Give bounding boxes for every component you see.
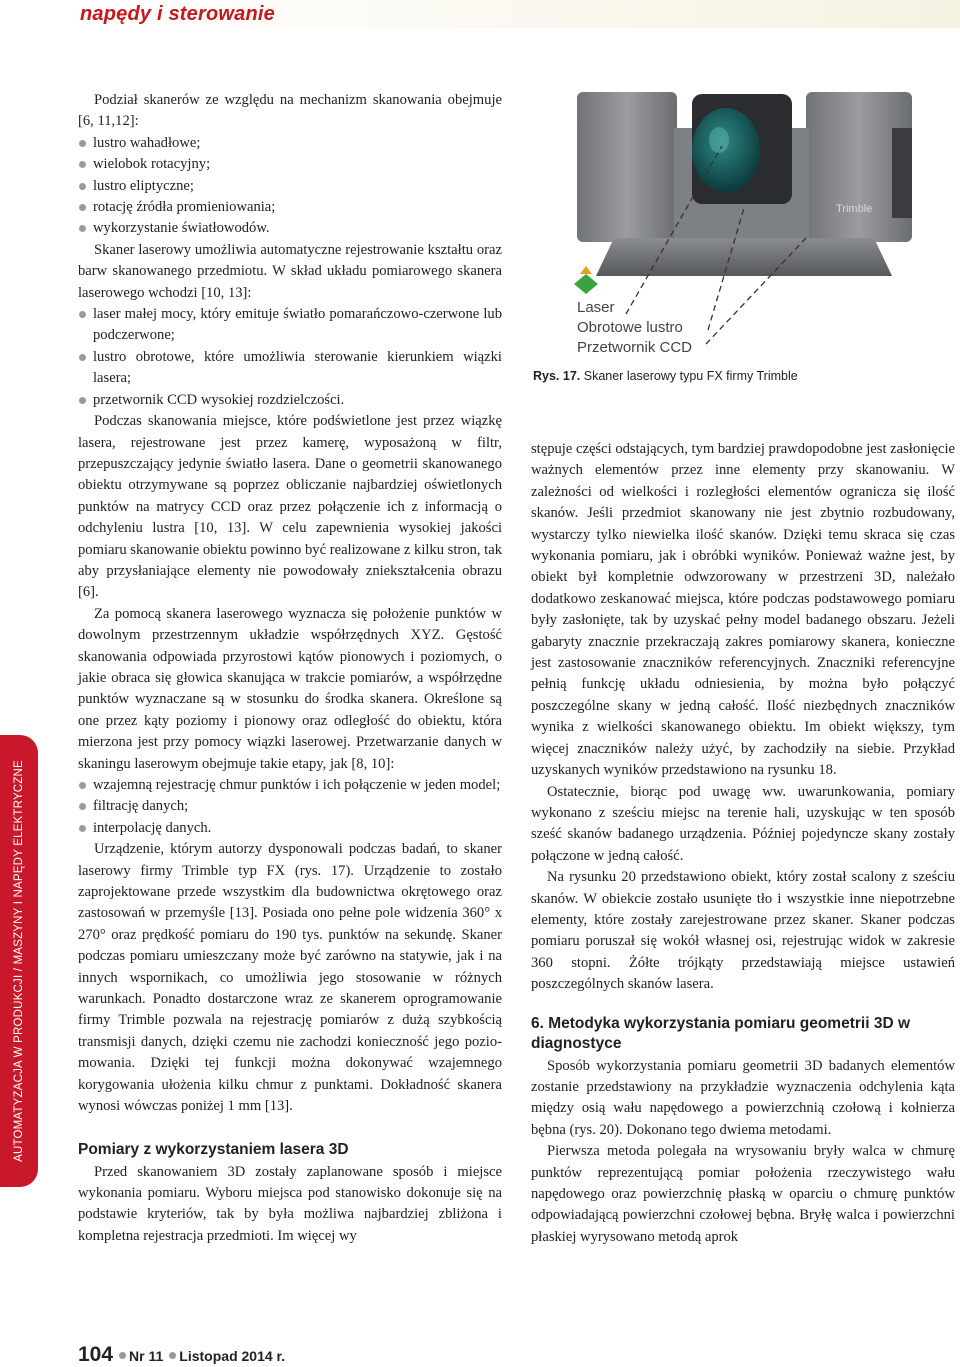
figure-caption [533, 369, 798, 383]
list-scanner-components [78, 304, 502, 411]
section-heading-pomiary: Pomiary z wykorzystaniem lasera 3D [78, 1140, 349, 1158]
caption-number: Rys. 17. [533, 369, 581, 383]
category-sidebar-text: AUTOMATYZACJA W PRODUKCJI / MASZYNY I NAPĘDY ELEKTRYCZNE [13, 760, 25, 1162]
list-item: wykorzystanie światłowodów. [78, 218, 502, 239]
figure-label-ccd: Przetwornik CCD [577, 339, 693, 356]
right-column [531, 439, 955, 1248]
figure-label-mirror: Obrotowe lustro [577, 319, 683, 336]
paragraph-scan-planning: Przed skanowaniem 3D zostały zaplanowane sposób i miejsce wykonania pomiaru. Wyboru miejsca pod stanowisko dokonuje się na podstawie kryteriów, tak by była możliwa najbardziej zbliżona i kompletna rejestracja przedmioti. Im więcej wy [78, 1163, 502, 1244]
issue-date: Listopad 2014 r. [179, 1348, 286, 1364]
left-column [78, 90, 502, 1247]
footer-bullet-icon [169, 1352, 176, 1359]
list-processing-stages [78, 775, 502, 839]
paragraph-scanner-mechanisms: Podział skanerów ze względu na mechanizm skanowania obejmuje [6, 11,12]: [78, 92, 502, 130]
section-heading-6: 6. Metodyka wykorzystania pomiaru geometrii 3D w diagnostyce [531, 1014, 911, 1052]
brand-label: Trimble [836, 203, 873, 215]
list-item: rotację źródła promieniowania; [78, 197, 502, 218]
page-number: 104 [78, 1343, 114, 1366]
paragraph-trimble-device: Urządzenie, którym autorzy dysponowali podczas badań, to skaner laserowy firmy Trimble typ FX (rys. 17). Urządzenie to zostało zaprojektowane przede wszystkim dla budownictwa okrętowego oraz zastosowań w przemyśle [13]. Posiada ono pełne pole widzenia 360° x 270° oraz prędkość pomiaru do 190 tys. punktów na sekundę. Skaner podczas pomiaru umieszczany może być zarówno na statywie, jak i na innych wspornikach, co umożliwia jego stosowanie w różnych warunkach. Ponadto dostarczone wraz ze skanerem oprogramowanie firmy Trimble pozwala na rejestrację pomiarów z dużą szybkością transmisji danych, dzięki czemu nie zachodzi konieczność jego poziomowania. Dzięki tej funkcji można dokonywać wzajemnego korygowania ułożenia kilku chmur z punktami. Dokładność skanera wynosi wówczas poniżej 1 mm [13]. [78, 841, 502, 1115]
scanner-illustration [574, 88, 914, 360]
list-item: lustro wahadłowe; [78, 133, 502, 154]
scanner-left-arm [577, 92, 677, 242]
paragraph-measurement-locations: Ostatecznie, biorąc pod uwagę ww. uwarunkowania, pomiary wykonano z sześciu miejsc na terenie hali, uzyskując w ten sposób sześć skanów badanego urządzenia. Później pojedyncze skany zostały połączone w jedną całość. [531, 783, 955, 864]
paragraph-method-intro: Sposób wykorzystania pomiaru geometrii 3D badanych elementów zostanie przedstawiony na przykładzie wyznaczenia odchylenia kąta między osią wału napędowego a powierzchnią czołową i kołnierza bębna (rys. 20). Dokonano tego dwiema metodami. [531, 1057, 955, 1138]
paragraph-scanning-process: Podczas skanowania miejsce, które podświetlone jest przez wiązkę lasera, rejestrowane jest przez kamerę, wyposażoną w filtr, przepuszczający jedynie światło lasera. Dane o geometrii skanowanego obiektu otrzymywane są poprzez obliczanie najbardziej oświetlonych punktów na matrycy CCD oraz przez połączenie ich z informacją o odchyleniu lustra [10, 13]. W celu zapewnienia wysokiej jakości pomiaru skanowanie obiektu powinno być realizowane z kilku stron, tak aby przysłaniające elementy nie powodowały zniekształcenia obrazu [6]. [78, 413, 502, 601]
section-header-title: napędy i sterowanie [80, 3, 275, 25]
list-item: wielobok rotacyjny; [78, 154, 502, 175]
paragraph-continued: stępuje części odstających, tym bardziej prawdopodobne jest zasłonięcie ważnych elementów przez inne elementy przy skanowaniu. W zależności od wielkości i rozległości elementów ogranicza się ilość skanów. Jeśli przedmiot skanowany nie jest zbytnio rozbudowany, wystarczy tylko niewielka ilość skanów. Dzięki temu skraca się czas wykonania pomiaru, jak i obróbki wyników. Ponieważ ważne jest, by obiekt był kompletnie odwzorowany w przestrzeni 3D, należało dodatkowo zeskanować miejsca, które podczas podstawowego pomiaru były zasłonięte, tak by uzyskać pełny model badanego obszaru. Jeżeli gabaryty znacznie przekraczają zakres pomiarowy skanera, konieczne jest zastosowanie znaczników referencyjnych. Znaczniki referencyjne pełnią funkcję układu odniesienia, by można było połączyć poszczególne skany w jedną całość. Ilość niezbędnych znaczników wynika z wielkości skanowanego obiektu. Im obiekt większy, tym więcej znaczników należy użyć, by zachodziły na siebie. Przykład uzyskanych wyników przedstawiono na rysunku 18. [531, 441, 955, 779]
paragraph-first-method: Pierwsza metoda polegała na wrysowaniu bryły walca w chmurę punktów reprezentującą pomiar położenia rzeczywistego wału napędowego oraz powierzchnię płaską w oparciu o chmurę punktów odpowiadającą powierzchni czołowej bębna. Bryłę walca i powierzchni płaskiej wyrysowano metodą aprok [531, 1143, 955, 1245]
list-scanning-mechanisms [78, 133, 502, 240]
list-item: interpolację danych. [78, 818, 502, 839]
scanner-base [596, 238, 892, 276]
paragraph-scanner-components: Skaner laserowy umożliwia automatyczne rejestrowanie kształtu oraz barw skanowanego przedmiotu. W skład układu pomiarowego skanera laserowego wchodzi [10, 13]: [78, 241, 502, 301]
figure-trimble-scanner [574, 88, 914, 360]
list-item: laser małej mocy, który emituje światło pomarańczowo-czerwone lub podczerwone; [78, 304, 502, 347]
issue-number: Nr 11 [129, 1348, 164, 1364]
figure-label-laser: Laser [577, 299, 615, 316]
list-item: przetwornik CCD wysokiej rozdzielczości. [78, 390, 502, 411]
page-footer [78, 1343, 285, 1367]
reference-marker-icon [574, 274, 598, 294]
paragraph-merged-object: Na rysunku 20 przedstawiono obiekt, który został scalony z sześciu skanów. W obiekcie zostało usunięte tło i wszystkie inne niepotrzebne elementy, które zostały zarejestrowane przez skaner. Skaner podczas pomiaru poruszał się wokół własnej osi, rejestrując widok w zakresie 360 stopni. Żółte trójkąty przedstawiają miejsce ustawień poszczególnych skanów lasera. [531, 869, 955, 993]
list-item: wzajemną rejestrację chmur punktów i ich połączenie w jeden model; [78, 775, 502, 796]
paragraph-point-positions: Za pomocą skanera laserowego wyznacza się położenie punktów w dowolnym przestrzennym układzie współrzędnych XYZ. Gęstość skanowania odpowiada przyrostowi kątów pionowych i poziomych, o jakie obraca się głowica skanująca w trakcie pomiarów, a współrzędne punktów wyznaczane są w stosunku do środka skanera. Określone są one przez kąty poziomy i pionowy oraz odległość do obiektu, która mierzona jest przy pomocy wiązki laserowej. Przetwarzanie danych w skaningu laserowym obejmuje takie etapy, jak [8, 10]: [78, 605, 502, 772]
list-item: filtrację danych; [78, 796, 502, 817]
list-item: lustro eliptyczne; [78, 176, 502, 197]
caption-text: Skaner laserowy typu FX firmy Trimble [580, 369, 798, 383]
list-item: lustro obrotowe, które umożliwia sterowanie kierunkiem wiązki lasera; [78, 347, 502, 390]
footer-bullet-icon [119, 1352, 126, 1359]
